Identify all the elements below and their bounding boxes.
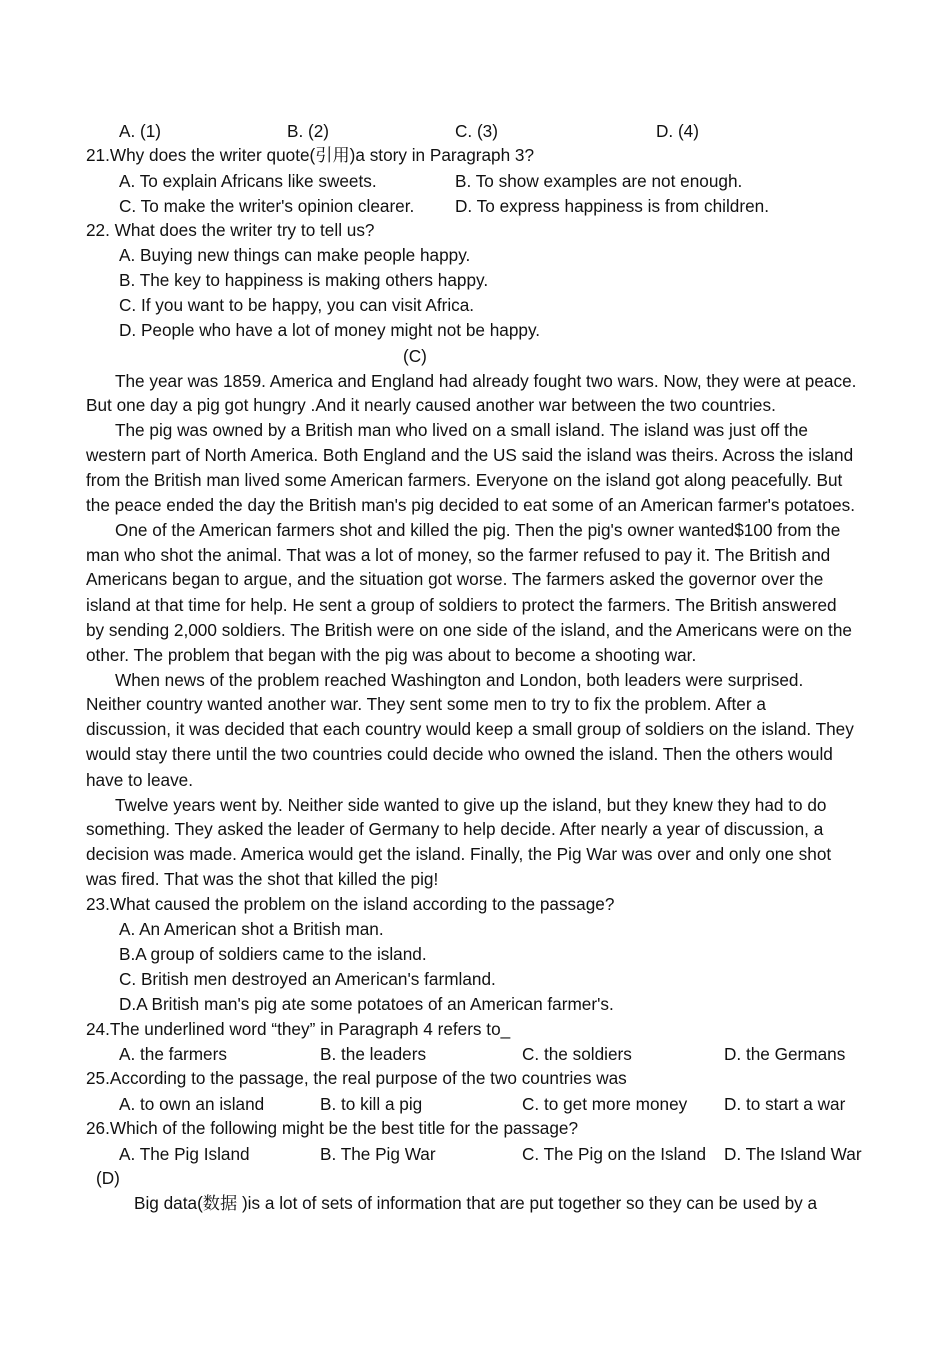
- q21-option-c: C. To make the writer's opinion clearer.: [119, 196, 415, 216]
- q20-option-c: C. (3): [455, 121, 498, 141]
- passage-line: the peace ended the day the British man's pig decided to eat some of an American farmer's potatoes.: [86, 495, 855, 515]
- q22-option-b: B. The key to happiness is making others happy.: [119, 270, 489, 290]
- q21-option-a: A. To explain Africans like sweets.: [119, 171, 377, 191]
- q22-option-d: D. People who have a lot of money might not be happy.: [119, 320, 541, 340]
- q22-option-a: A. Buying new things can make people happy.: [119, 245, 471, 265]
- q21-option-d: D. To express happiness is from children.: [455, 196, 769, 216]
- passage-line: The year was 1859. America and England had already fought two wars. Now, they were at peace.: [115, 371, 857, 391]
- passage-line: Neither country wanted another war. They sent some men to try to fix the problem. After a: [86, 694, 766, 714]
- q24-option-d: D. the Germans: [724, 1044, 846, 1064]
- passage-line: When news of the problem reached Washington and London, both leaders were surprised.: [115, 670, 804, 690]
- section-d-first-line: Big data(数据 )is a lot of sets of information that are put together so they can be used by a: [134, 1193, 818, 1213]
- q25-option-c: C. to get more money: [522, 1094, 688, 1114]
- passage-line: have to leave.: [86, 770, 194, 790]
- passage-line: from the British man lived some American farmers. Everyone on the island got along peacefully. But: [86, 470, 843, 490]
- q26-option-a: A. The Pig Island: [119, 1144, 250, 1164]
- q23-option-d: D.A British man's pig ate some potatoes of an American farmer's.: [119, 994, 614, 1014]
- q25-option-b: B. to kill a pig: [320, 1094, 423, 1114]
- passage-line: But one day a pig got hungry .And it nearly caused another war between the two countries.: [86, 395, 776, 415]
- q23-option-a: A. An American shot a British man.: [119, 919, 384, 939]
- passage-line: would stay there until the two countries could decide who owned the island. Then the others would: [86, 744, 833, 764]
- q22-question: 22. What does the writer try to tell us?: [86, 220, 375, 240]
- q23-option-c: C. British men destroyed an American's farmland.: [119, 969, 496, 989]
- q24-option-c: C. the soldiers: [522, 1044, 632, 1064]
- passage-line: western part of North America. Both England and the US said the island was theirs. Across the island: [86, 445, 854, 465]
- q20-option-d: D. (4): [656, 121, 699, 141]
- q26-question: 26.Which of the following might be the best title for the passage?: [86, 1118, 579, 1138]
- passage-line: Twelve years went by. Neither side wanted to give up the island, but they knew they had to do: [115, 795, 827, 815]
- passage-line: discussion, it was decided that each country would keep a small group of soldiers on the island. They: [86, 719, 854, 739]
- q26-option-b: B. The Pig War: [320, 1144, 436, 1164]
- q25-question: 25.According to the passage, the real purpose of the two countries was: [86, 1068, 627, 1088]
- q21-option-b: B. To show examples are not enough.: [455, 171, 743, 191]
- q23-question: 23.What caused the problem on the island according to the passage?: [86, 894, 615, 914]
- section-c-label: (C): [403, 346, 427, 366]
- q24-option-b: B. the leaders: [320, 1044, 427, 1064]
- section-d-label: (D): [96, 1168, 120, 1188]
- q26-option-c: C. The Pig on the Island: [522, 1144, 707, 1164]
- passage-line: island at that time for help. He sent a group of soldiers to protect the farmers. The British answered: [86, 595, 837, 615]
- q24-option-a: A. the farmers: [119, 1044, 227, 1064]
- q24-question: 24.The underlined word “they” in Paragraph 4 refers to_: [86, 1019, 511, 1039]
- passage-line: decision was made. America would get the island. Finally, the Pig War was over and only one shot: [86, 844, 832, 864]
- passage-line: something. They asked the leader of Germany to help decide. After nearly a year of discussion, a: [86, 819, 824, 839]
- q23-option-b: B.A group of soldiers came to the island.: [119, 944, 427, 964]
- q20-option-b: B. (2): [287, 121, 330, 141]
- passage-line: by sending 2,000 soldiers. The British were on one side of the island, and the Americans were on the: [86, 620, 852, 640]
- passage-line: The pig was owned by a British man who lived on a small island. The island was just off the: [115, 420, 808, 440]
- q22-option-c: C. If you want to be happy, you can visit Africa.: [119, 295, 475, 315]
- q21-question: 21.Why does the writer quote(引用)a story in Paragraph 3?: [86, 145, 535, 165]
- q20-option-a: A. (1): [119, 121, 162, 141]
- q25-option-d: D. to start a war: [724, 1094, 846, 1114]
- q25-option-a: A. to own an island: [119, 1094, 265, 1114]
- passage-line: was fired. That was the shot that killed the pig!: [86, 869, 439, 889]
- passage-line: man who shot the animal. That was a lot of money, so the farmer refused to pay it. The British and: [86, 545, 831, 565]
- passage-line: One of the American farmers shot and killed the pig. Then the pig's owner wanted$100 from the: [115, 520, 841, 540]
- passage-line: other. The problem that began with the pig was about to become a shooting war.: [86, 645, 697, 665]
- q26-option-d: D. The Island War: [724, 1144, 862, 1164]
- passage-line: Americans began to argue, and the situation got worse. The farmers asked the governor over the: [86, 569, 824, 589]
